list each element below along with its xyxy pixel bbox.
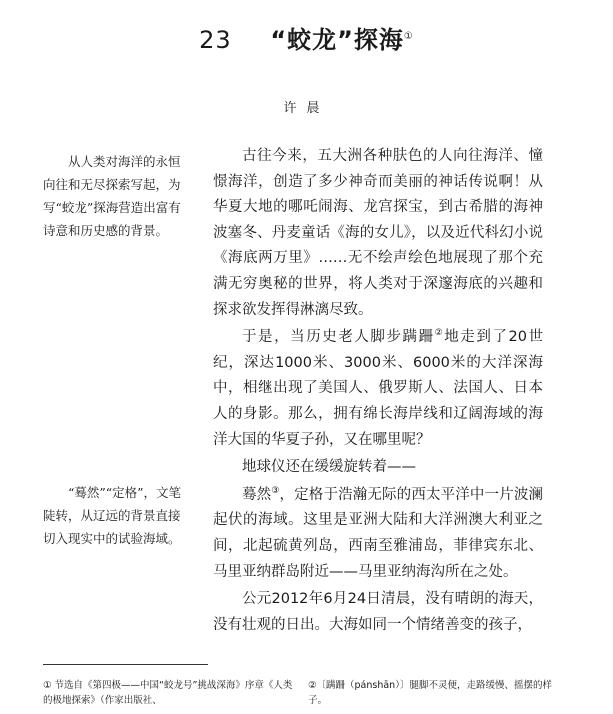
side-annotation-1 [43, 150, 191, 242]
paragraph [213, 483, 543, 585]
lesson-number: 23 [199, 26, 232, 54]
footnote-1: ① 节选自《第四极——中国“蛟龙号”挑战深海》序章《人类的极地探索》（作家出版社、 [43, 680, 293, 706]
lesson-title-text: “蛟龙”探海 [270, 26, 404, 54]
lesson-title [0, 20, 613, 55]
title-footnote-mark: ① [403, 31, 414, 42]
paragraph: 公元2012年6月24日清晨，没有晴朗的海天，没有壮观的日出。大海如同一个情绪善变的孩子， [213, 591, 543, 633]
paragraph-text: 于是，当历史老人脚步蹒跚 [242, 329, 435, 346]
author-name: 许晨 [283, 101, 330, 116]
paragraph-text: 蓦然 [242, 486, 272, 503]
side-annotation-text: 从人类对海洋的永恒向往和无尽探索写起，为写“蛟龙”探海营造出富有诗意和历史感的背景。 [43, 154, 181, 238]
main-text [213, 144, 543, 640]
footnote-mark: ② [434, 328, 445, 339]
side-annotation-text: “蓦然”“定格”，文笔陡转，从辽远的背景直接切入现实中的试验海域。 [43, 485, 182, 546]
side-annotation-2 [43, 481, 191, 550]
footnote-mark: ③ [271, 485, 280, 496]
paragraph: 古往今来，五大洲各种肤色的人向往海洋、憧憬海洋，创造了多少神奇而美丽的神话传说啊！从华夏大地的哪吒闹海、龙宫探宝，到古希腊的海神波塞冬、丹麦童话《海的女儿》，以及近代科幻小说《海底两万里》……无不绘声绘色地展现了那个充满无穷奥秘的世界，将人类对于深邃海底的兴趣和探求欲发挥得淋漓尽致。 [213, 148, 543, 318]
footnote-divider [43, 664, 208, 665]
paragraph: 地球仪还在缓缓旋转着—— [242, 459, 416, 476]
paragraph-text: 地走到了20世纪，深达1000米、3000米、6000米的大洋深海中，相继出现了美国人、俄罗斯人、法国人、日本人的身影。那么，拥有绵长海岸线和辽阔海域的海洋大国的华夏子孙，又在哪里呢？ [213, 329, 544, 448]
footnote-2: ②〔蹒跚（pánshān）〕腿脚不灵便，走路缓慢、摇摆的样子。 [308, 680, 552, 706]
paragraph [213, 325, 543, 453]
paragraph-text: ，定格于浩瀚无际的西太平洋中一片波澜起伏的海域。这里是亚洲大陆和大洋洲澳大利亚之间，北起硫黄列岛，西南至雅浦岛，菲律宾东北、马里亚纳群岛附近——马里亚纳海沟所在之处。 [213, 486, 543, 580]
